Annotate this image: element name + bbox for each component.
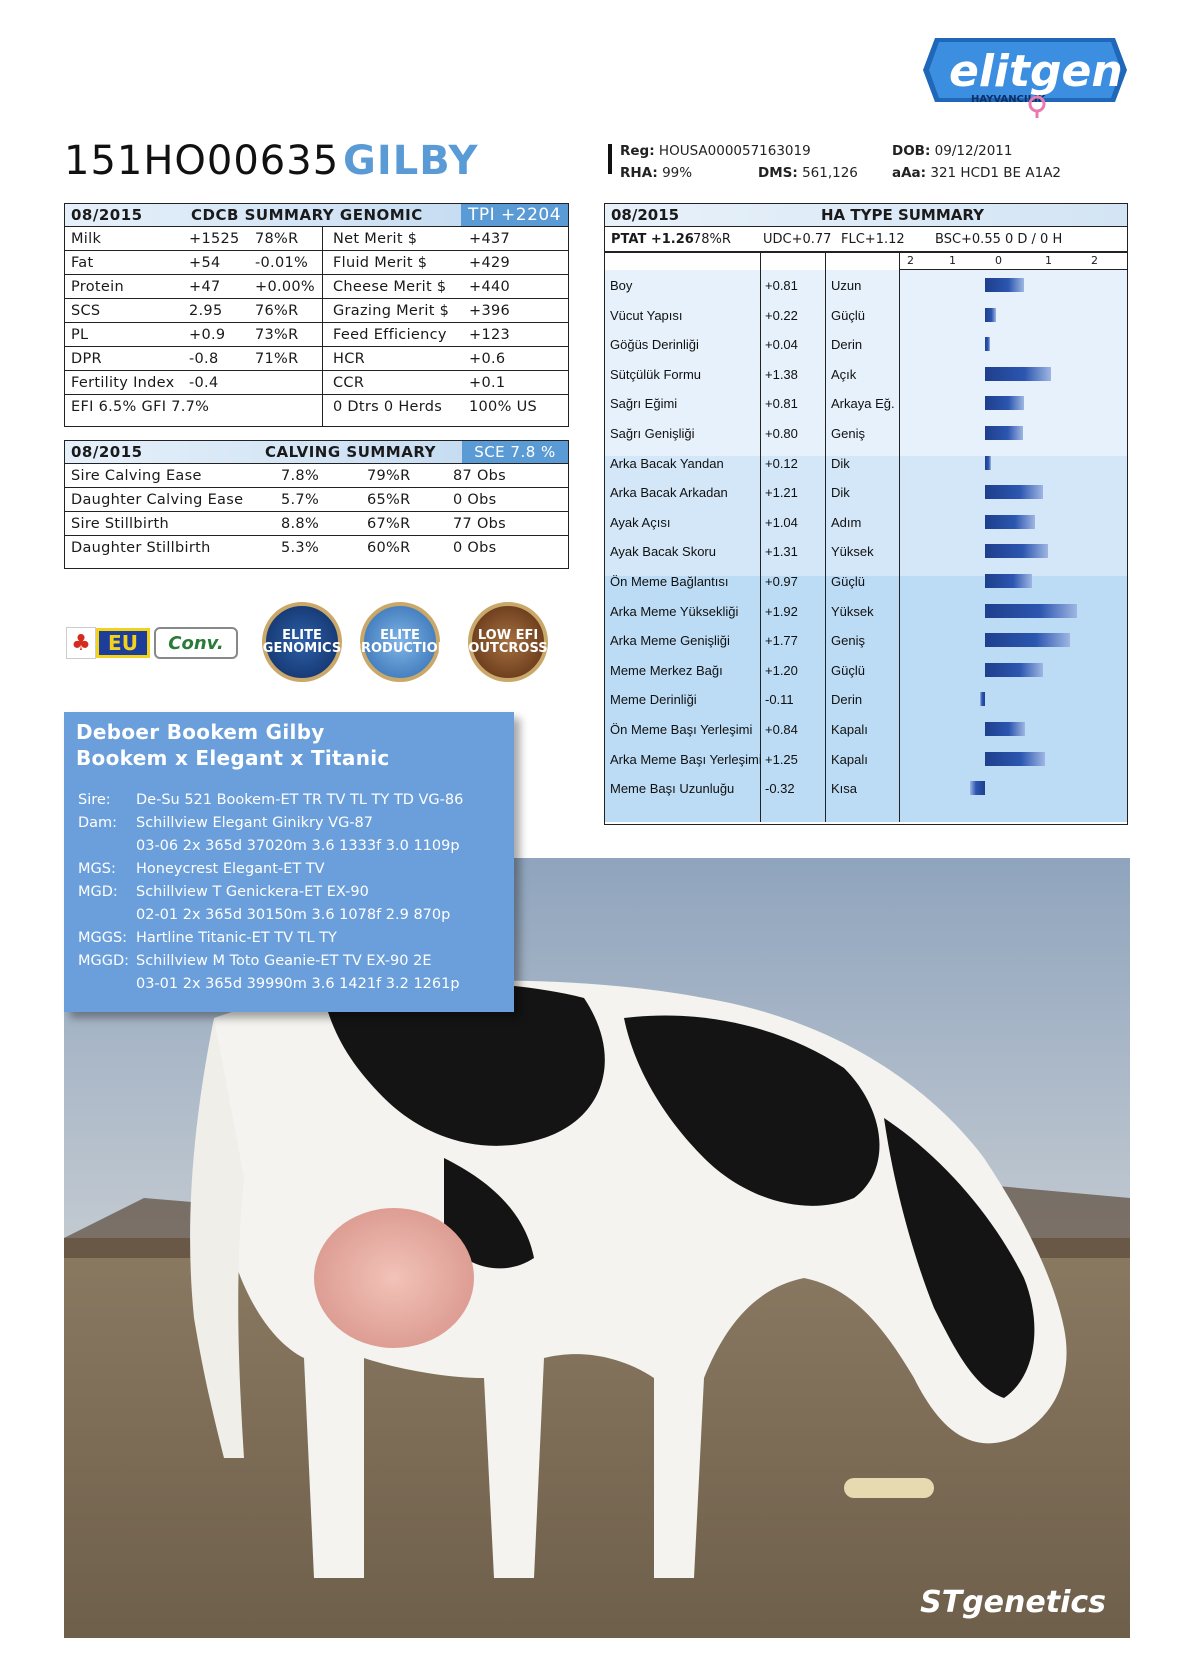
trait-name: Meme Merkez Bağı xyxy=(610,662,723,678)
table-cell: 7.8% xyxy=(281,467,320,484)
trait-bar xyxy=(985,396,1024,410)
trait-row xyxy=(605,714,1127,744)
trait-value: +0.22 xyxy=(765,307,798,323)
table-cell: 8.8% xyxy=(281,515,320,532)
pedigree-label: MGGS: xyxy=(78,930,128,946)
trait-bar xyxy=(985,426,1023,440)
table-cell: Sire Stillbirth xyxy=(71,515,169,532)
trait-name: Sütçülük Formu xyxy=(610,366,702,382)
table-cell: +123 xyxy=(469,326,511,343)
trait-value: +1.38 xyxy=(765,366,798,382)
trait-row xyxy=(605,507,1127,537)
trait-value: +0.04 xyxy=(765,337,798,353)
table-cell: Grazing Merit $ xyxy=(333,302,450,319)
pedigree-label: MGGD: xyxy=(78,953,130,969)
trait-name: Ön Meme Başı Yerleşimi xyxy=(610,722,753,737)
trait-value: +0.12 xyxy=(765,455,798,471)
table-cell: -0.01% xyxy=(255,254,309,271)
trait-description: Kısa xyxy=(831,781,858,797)
scale-tick-label: 1 xyxy=(1045,254,1052,267)
table-cell: Daughter Stillbirth xyxy=(71,539,211,556)
trait-name: Göğüs Derinliği xyxy=(610,337,699,353)
table-cell: -0.8 xyxy=(189,350,219,367)
aaa-info: aAa: 321 HCD1 BE A1A2 xyxy=(892,165,1062,181)
table-cell: +47 xyxy=(189,278,221,295)
table-cell: Feed Efficiency xyxy=(333,326,447,343)
table-cell: +0.1 xyxy=(469,374,506,391)
pedigree-text: 03-06 2x 365d 37020m 3.6 1333f 3.0 1109p xyxy=(136,838,460,854)
table-cell: +0.9 xyxy=(189,326,226,343)
type-subheader: PTAT +1.26 78%R UDC+0.77 FLC+1.12 BSC+0.55 0 D / 0 H xyxy=(611,232,1063,247)
trait-bar xyxy=(985,337,990,351)
trait-row xyxy=(605,270,1127,300)
trait-name: Arka Bacak Arkadan xyxy=(610,485,728,501)
pedigree-subtitle: Bookem x Elegant x Titanic xyxy=(76,746,390,770)
pedigree-text: Honeycrest Elegant-ET TV xyxy=(136,861,325,877)
trait-value: +0.81 xyxy=(765,278,798,293)
tpi-badge: TPI +2204 xyxy=(461,204,568,226)
elitgen-logo xyxy=(905,30,1135,120)
trait-name: Arka Meme Başı Yerleşimi xyxy=(610,751,762,767)
svg-text:elitgen: elitgen xyxy=(949,46,1123,97)
table-cell: HCR xyxy=(333,350,366,367)
trait-bar xyxy=(970,781,985,795)
trait-name: Boy xyxy=(610,278,633,293)
trait-value: +0.97 xyxy=(765,574,798,589)
table-cell: Milk xyxy=(71,230,102,247)
trait-row xyxy=(605,418,1127,448)
table-cell: 78%R xyxy=(255,230,299,247)
trait-description: Kapalı xyxy=(831,722,868,737)
table-row xyxy=(65,536,568,559)
table-cell: Sire Calving Ease xyxy=(71,467,202,484)
trait-name: Ayak Açısı xyxy=(610,514,671,530)
table-row xyxy=(65,488,568,512)
trait-name: Arka Meme Yüksekliği xyxy=(610,603,739,619)
trait-row xyxy=(605,596,1127,626)
trait-row xyxy=(605,388,1127,418)
pedigree-box xyxy=(64,712,514,1012)
table-row xyxy=(65,371,568,395)
trait-name: Vücut Yapısı xyxy=(610,307,683,323)
trait-value: +1.92 xyxy=(765,603,798,619)
table-cell: Net Merit $ xyxy=(333,230,418,247)
trait-value: +1.20 xyxy=(765,662,798,678)
table-cell: +0.6 xyxy=(469,350,506,367)
table-cell: 0 Obs xyxy=(453,491,497,508)
table-cell: -0.4 xyxy=(189,374,219,391)
pedigree-label: Dam: xyxy=(78,815,118,831)
dob-info: DOB: 09/12/2011 xyxy=(892,143,1013,159)
table-row xyxy=(65,227,568,251)
table-cell: 100% US xyxy=(469,398,537,415)
trait-row xyxy=(605,684,1127,714)
stgenetics-logo: STgenetics xyxy=(920,1585,1106,1620)
trait-description: Dik xyxy=(831,485,850,501)
table-cell: +1525 xyxy=(189,230,240,247)
table-cell: 73%R xyxy=(255,326,299,343)
trait-row xyxy=(605,566,1127,596)
trait-value: -0.11 xyxy=(765,692,794,708)
pedigree-text: Hartline Titanic-ET TV TL TY xyxy=(136,930,337,946)
trait-name: Sağrı Eğimi xyxy=(610,396,678,412)
type-header: 08/2015 HA TYPE SUMMARY xyxy=(605,204,1127,227)
trait-row xyxy=(605,300,1127,330)
table-cell: 0 Dtrs 0 Herds xyxy=(333,398,443,415)
pedigree-label: Sire: xyxy=(78,792,111,808)
trait-description: Adım xyxy=(831,514,862,530)
trait-bar xyxy=(985,456,991,470)
trait-value: +0.80 xyxy=(765,426,798,441)
trait-row xyxy=(605,359,1127,389)
pedigree-text: Schillview T Genickera-ET EX-90 xyxy=(136,884,369,900)
table-cell: +440 xyxy=(469,278,511,295)
trait-bar xyxy=(985,722,1025,736)
trait-value: +1.04 xyxy=(765,514,798,530)
pedigree-text: Schillview M Toto Geanie-ET TV EX-90 2E xyxy=(136,953,432,969)
scale-axis xyxy=(899,253,1127,270)
table-cell: 79%R xyxy=(367,467,411,484)
table-cell: +429 xyxy=(469,254,511,271)
scale-tick-label: 0 xyxy=(995,254,1002,267)
table-cell: Fluid Merit $ xyxy=(333,254,428,271)
sce-badge: SCE 7.8 % xyxy=(462,441,568,463)
trait-bar xyxy=(985,544,1048,558)
pedigree-title: Deboer Bookem Gilby xyxy=(76,720,325,744)
trait-value: +0.81 xyxy=(765,396,798,412)
table-row xyxy=(65,347,568,371)
low-efi-badge: LOW EFI (OUTCROSS) xyxy=(468,602,548,682)
table-row xyxy=(65,395,568,418)
trait-name: Sağrı Genişliği xyxy=(610,426,695,441)
badge-strip xyxy=(66,626,246,660)
table-cell: +396 xyxy=(469,302,511,319)
table-cell: 0 Obs xyxy=(453,539,497,556)
table-cell: 67%R xyxy=(367,515,411,532)
table-row xyxy=(65,512,568,536)
svg-text:HAYVANCILIK: HAYVANCILIK xyxy=(971,94,1046,105)
trait-name: Arka Meme Genişliği xyxy=(610,633,730,649)
table-cell: Daughter Calving Ease xyxy=(71,491,244,508)
trait-description: Yüksek xyxy=(831,603,874,619)
table-cell: DPR xyxy=(71,350,102,367)
table-cell: PL xyxy=(71,326,89,343)
trait-description: Geniş xyxy=(831,426,865,441)
trait-description: Uzun xyxy=(831,278,862,293)
divider xyxy=(608,144,612,174)
trait-row xyxy=(605,329,1127,359)
scale-tick-label: 2 xyxy=(1091,254,1098,267)
table-cell: SCS xyxy=(71,302,101,319)
trait-row xyxy=(605,477,1127,507)
trait-description: Yüksek xyxy=(831,544,874,560)
scale-tick-label: 2 xyxy=(907,254,914,267)
table-cell: +437 xyxy=(469,230,511,247)
trait-description: Güçlü xyxy=(831,574,865,589)
trait-value: +1.21 xyxy=(765,485,798,501)
trait-description: Güçlü xyxy=(831,307,865,323)
trait-name: Ayak Bacak Skoru xyxy=(610,544,716,560)
genomic-rows xyxy=(65,227,568,418)
elite-genomics-badge: ELITE GENOMICS xyxy=(262,602,342,682)
trait-bar xyxy=(985,663,1043,677)
conv-badge: Conv. xyxy=(154,627,238,659)
table-cell: 71%R xyxy=(255,350,299,367)
table-cell: 77 Obs xyxy=(453,515,507,532)
trait-bar xyxy=(985,752,1045,766)
table-row xyxy=(65,299,568,323)
table-cell: Cheese Merit $ xyxy=(333,278,447,295)
trait-value: -0.32 xyxy=(765,781,795,797)
canada-flag-icon: ♣ xyxy=(66,627,96,659)
trait-bar xyxy=(985,485,1043,499)
trait-value: +1.31 xyxy=(765,544,798,560)
type-summary-chart xyxy=(604,203,1128,825)
trait-description: Derin xyxy=(831,692,863,708)
trait-row xyxy=(605,448,1127,478)
trait-name: Ön Meme Bağlantısı xyxy=(610,574,729,589)
trait-description: Derin xyxy=(831,337,863,353)
genomic-summary-table xyxy=(64,203,569,427)
table-row xyxy=(65,323,568,347)
trait-row xyxy=(605,773,1127,803)
table-cell: Fat xyxy=(71,254,94,271)
trait-name: Meme Başı Uzunluğu xyxy=(610,781,735,797)
table-cell: +0.00% xyxy=(255,278,316,295)
dms-info: DMS: 561,126 xyxy=(758,165,858,181)
pedigree-text: De-Su 521 Bookem-ET TR TV TL TY TD VG-86 xyxy=(136,792,464,808)
table-cell: 65%R xyxy=(367,491,411,508)
pedigree-text: Schillview Elegant Ginikry VG-87 xyxy=(136,815,374,831)
pedigree-label: MGS: xyxy=(78,861,116,877)
trait-bar xyxy=(985,604,1077,618)
trait-name: Meme Derinliği xyxy=(610,692,697,708)
table-cell: Protein xyxy=(71,278,124,295)
trait-value: +0.84 xyxy=(765,722,798,737)
calving-rows xyxy=(65,464,568,559)
trait-bar xyxy=(985,367,1051,381)
table-row xyxy=(65,464,568,488)
calving-summary-table xyxy=(64,440,569,569)
trait-description: Güçlü xyxy=(831,662,865,678)
elite-production-badge: ELITE PRODUCTION xyxy=(360,602,440,682)
reg-info: Reg: HOUSA000057163019 xyxy=(620,143,811,159)
trait-bar xyxy=(985,515,1035,529)
table-cell: 76%R xyxy=(255,302,299,319)
trait-description: Arkaya Eğ. xyxy=(831,396,895,412)
trait-bar xyxy=(985,633,1070,647)
table-cell: 2.95 xyxy=(189,302,223,319)
trait-bar xyxy=(985,278,1024,292)
table-cell: 87 Obs xyxy=(453,467,507,484)
pedigree-text: 02-01 2x 365d 30150m 3.6 1078f 2.9 870p xyxy=(136,907,451,923)
trait-bar xyxy=(985,574,1032,588)
trait-description: Kapalı xyxy=(831,751,868,767)
trait-bar xyxy=(985,308,996,322)
table-cell: 5.3% xyxy=(281,539,320,556)
trait-value: +1.77 xyxy=(765,633,798,649)
table-cell: Fertility Index xyxy=(71,374,175,391)
table-cell: CCR xyxy=(333,374,365,391)
table-row xyxy=(65,251,568,275)
trait-row xyxy=(605,655,1127,685)
bull-code: 151HO00635 xyxy=(64,138,340,184)
calving-header: 08/2015 CALVING SUMMARY SCE 7.8 % xyxy=(65,441,568,464)
pedigree-label: MGD: xyxy=(78,884,118,900)
table-cell: 60%R xyxy=(367,539,411,556)
trait-description: Açık xyxy=(831,366,857,382)
trait-row xyxy=(605,536,1127,566)
scale-tick-label: 1 xyxy=(949,254,956,267)
table-cell: 5.7% xyxy=(281,491,320,508)
trait-row xyxy=(605,625,1127,655)
genomic-header: 08/2015 CDCB SUMMARY GENOMIC TPI +2204 xyxy=(65,204,568,227)
bull-name: GILBY xyxy=(343,138,479,184)
rha-info: RHA: 99% xyxy=(620,165,693,181)
trait-description: Geniş xyxy=(831,633,865,649)
trait-bar xyxy=(980,692,985,706)
table-cell: +54 xyxy=(189,254,221,271)
trait-row xyxy=(605,744,1127,774)
eu-badge: EU xyxy=(96,628,150,658)
trait-value: +1.25 xyxy=(765,751,798,767)
trait-name: Arka Bacak Yandan xyxy=(610,455,724,471)
pedigree-text: 03-01 2x 365d 39990m 3.6 1421f 3.2 1261p xyxy=(136,976,460,992)
table-row xyxy=(65,275,568,299)
trait-description: Dik xyxy=(831,455,850,471)
table-cell: EFI 6.5% GFI 7.7% xyxy=(71,398,210,415)
